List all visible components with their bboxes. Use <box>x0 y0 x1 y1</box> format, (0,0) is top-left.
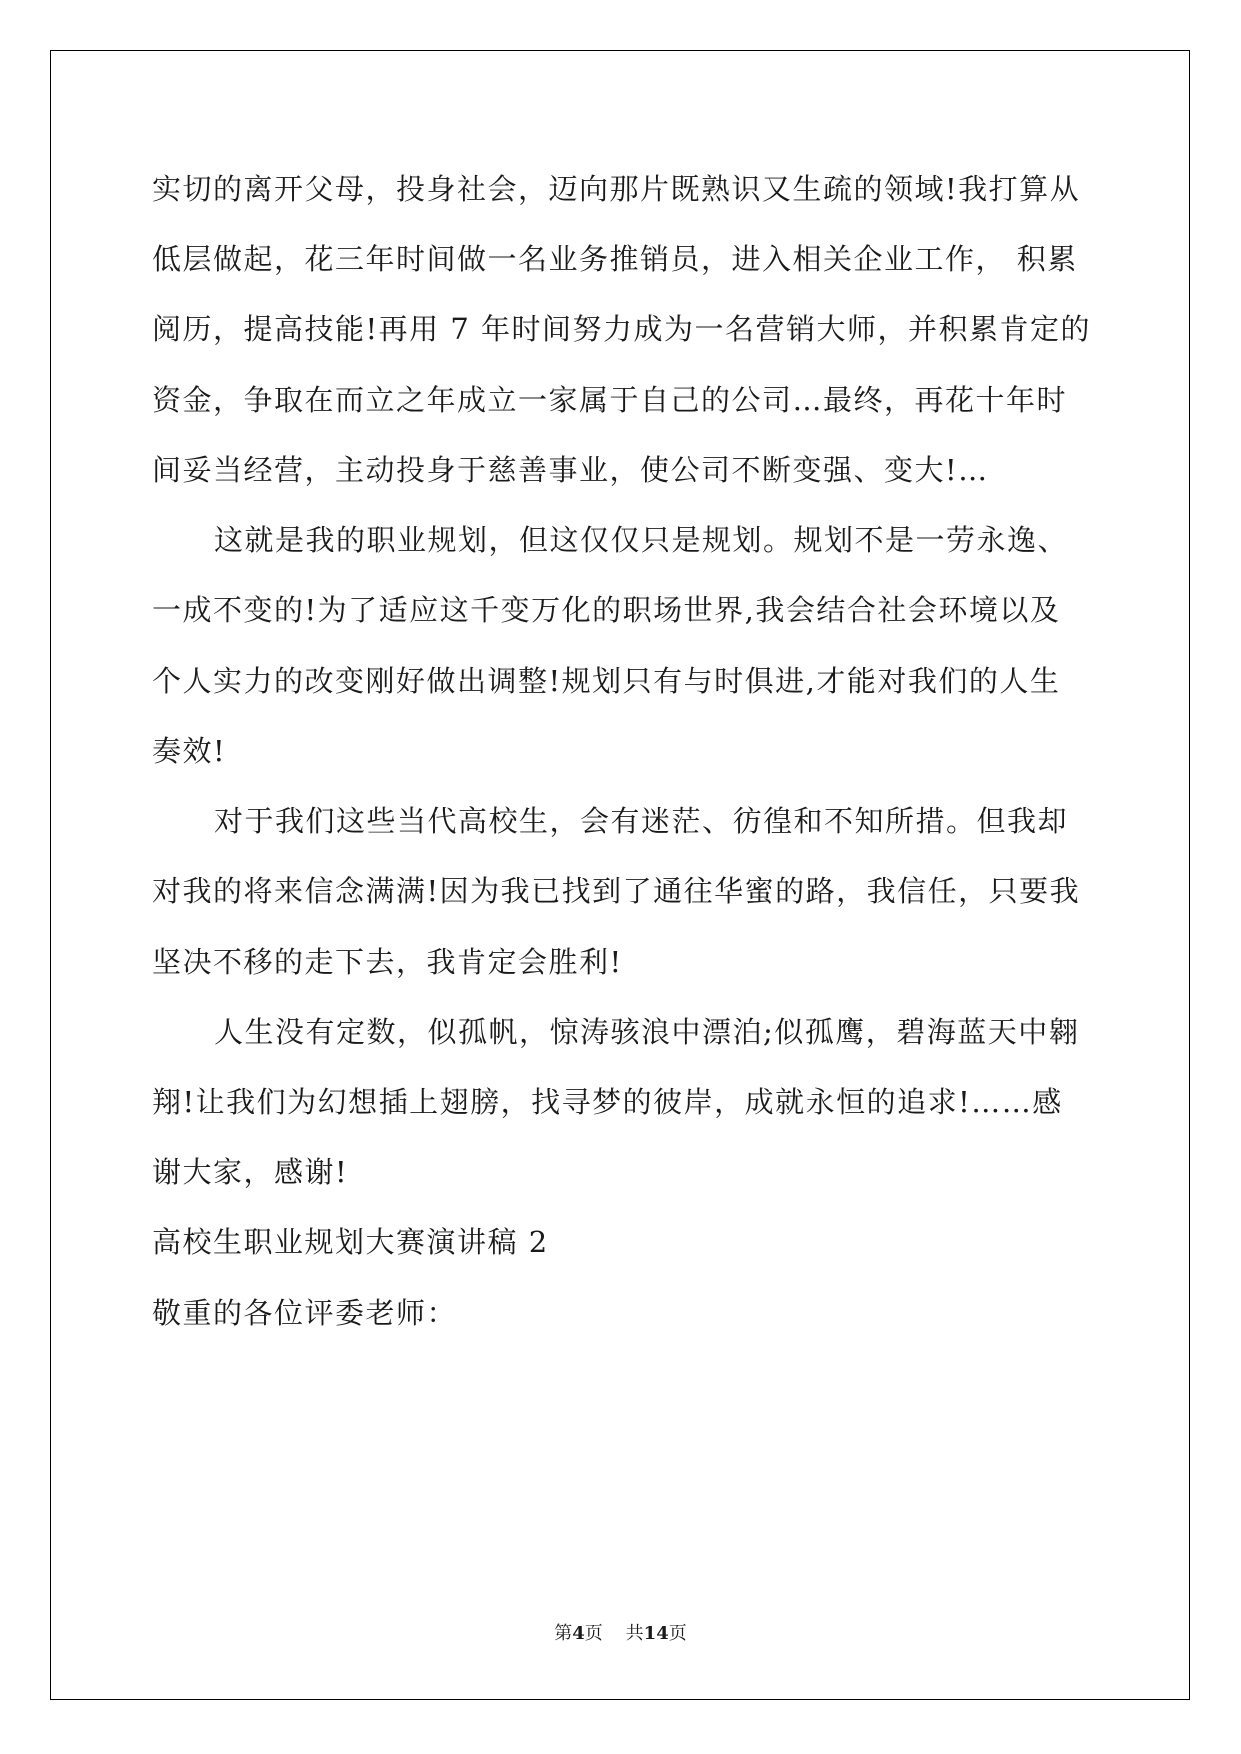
body-line: 谢大家，感谢! <box>152 1155 349 1189</box>
paragraph-start-line: 这就是我的职业规划，但这仅仅只是规划。规划不是一劳永逸、 <box>214 523 1069 557</box>
page-footer <box>0 1622 1241 1646</box>
body-line: 奏效! <box>152 734 227 768</box>
section-title: 高校生职业规划大赛演讲稿 2 <box>152 1225 549 1259</box>
body-line: 间妥当经营，主动投身于慈善事业，使公司不断变强、变大!… <box>152 453 989 487</box>
body-line: 个人实力的改变刚好做出调整!规划只有与时俱进,才能对我们的人生 <box>152 664 1061 698</box>
footer-page-number: 4 <box>572 1623 585 1644</box>
body-line: 翔!让我们为幻想插上翅膀，找寻梦的彼岸，成就永恒的追求!……感 <box>152 1085 1063 1119</box>
body-line: 坚决不移的走下去，我肯定会胜利! <box>152 945 623 979</box>
footer-total-pages: 14 <box>643 1623 669 1644</box>
paragraph-start-line: 对于我们这些当代高校生，会有迷茫、彷徨和不知所措。但我却 <box>214 804 1069 838</box>
body-line: 实切的离开父母，投身社会，迈向那片既熟识又生疏的领域!我打算从 <box>152 172 1081 206</box>
body-line: 阅历，提高技能!再用 7 年时间努力成为一名营销大师，并积累肯定的 <box>152 312 1092 346</box>
footer-total-suffix: 页 <box>668 1623 687 1644</box>
body-line: 低层做起，花三年时间做一名业务推销员，进入相关企业工作， 积累 <box>152 242 1078 276</box>
footer-total-prefix: 共 <box>625 1623 644 1644</box>
footer-prefix: 第 <box>554 1623 573 1644</box>
body-line: 一成不变的!为了适应这千变万化的职场世界,我会结合社会环境以及 <box>152 593 1061 627</box>
footer-page-suffix: 页 <box>584 1623 603 1644</box>
body-line: 资金，争取在而立之年成立一家属于自己的公司…最终，再花十年时 <box>152 383 1068 417</box>
body-line: 对我的将来信念满满!因为我已找到了通往华蜜的路，我信任，只要我 <box>152 874 1081 908</box>
salutation-line: 敬重的各位评委老师： <box>152 1296 458 1330</box>
paragraph-start-line: 人生没有定数，似孤帆，惊涛骇浪中漂泊;似孤鹰，碧海蓝天中翱 <box>214 1015 1080 1049</box>
